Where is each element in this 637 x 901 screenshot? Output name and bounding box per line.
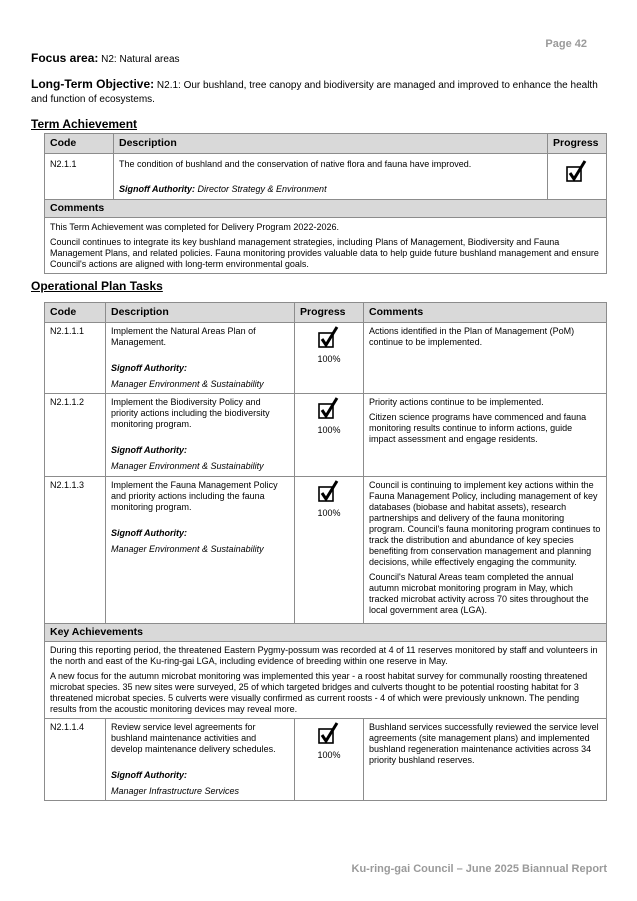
- task-code: N2.1.1.3: [45, 477, 106, 624]
- table-row: [45, 394, 607, 477]
- comment-paragraph: Council is continuing to implement key actions within the Fauna Management Policy, including management of key databases (biobase and habitat assets), research partnerships and delivery of the fauna monitoring program. Council's fauna monitoring program continues to track the distribution and abundance of key species benefiting from conservation management and planning decisions, while effectively engaging the community.: [369, 480, 601, 567]
- table-row: [45, 477, 607, 624]
- key-achievements-body: [45, 642, 607, 719]
- achievement-paragraph: A new focus for the autumn microbat monitoring was implemented this year - a roost habitat survey for communally roosting threatened microbat species. 35 new sites were surveyed, 25 of which targeted bridges and culverts thought to be potential roosting habitat for 3 threatened microbat species. 5 culverts were visually confirmed as current roosts - 4 of which were previously unknown. The pending results from the acoustic monitoring devices may reveal more.: [50, 671, 588, 714]
- signoff-label: Signoff Authority:: [119, 184, 195, 194]
- checkbox-checked-icon: [318, 326, 340, 353]
- lto-label: Long-Term Objective:: [31, 77, 155, 91]
- task-code: N2.1.1.1: [45, 323, 106, 394]
- task-description: [106, 394, 295, 477]
- task-progress: [295, 477, 364, 624]
- comment-paragraph: Council's Natural Areas team completed the annual autumn microbat monitoring program in May, which tracked microbat activity across 70 sites throughout the local government area (LGA).: [369, 572, 589, 615]
- col-code: Code: [45, 134, 114, 154]
- col-progress: Progress: [548, 134, 607, 154]
- comments-body: [45, 218, 607, 274]
- operational-plan-heading: Operational Plan Tasks: [31, 279, 163, 293]
- progress-percent: 100%: [317, 750, 341, 760]
- checkbox-checked-icon: [318, 722, 340, 749]
- task-description-text: Implement the Biodiversity Policy and priority actions including the biodiversity monitoring program.: [111, 397, 270, 429]
- term-achievement-heading: Term Achievement: [31, 117, 138, 131]
- signoff-value: Manager Environment & Sustainability: [111, 461, 264, 471]
- comment-paragraph: Bushland services successfully reviewed the service level agreements (site management plans) and implemented bushland regeneration maintenance activities across 34 priority bushland reserves.: [369, 722, 599, 765]
- task-description-text: Review service level agreements for bushland maintenance activities and develop maintenance delivery schedules.: [111, 722, 276, 754]
- task-comments: [364, 477, 607, 624]
- comment-paragraph: Priority actions continue to be implemented.: [369, 397, 544, 407]
- task-comments: [364, 719, 607, 801]
- col-code: Code: [45, 303, 106, 323]
- signoff-label: Signoff Authority:: [111, 528, 187, 538]
- signoff-value: Manager Environment & Sustainability: [111, 544, 264, 554]
- report-footer: Ku-ring-gai Council – June 2025 Biannual Report: [351, 863, 607, 875]
- checkbox-checked-icon: [566, 160, 588, 187]
- col-comments: Comments: [364, 303, 607, 323]
- row-code: N2.1.1: [45, 154, 114, 200]
- comment-paragraph: This Term Achievement was completed for Delivery Program 2022-2026.: [50, 222, 339, 232]
- table-row: [45, 719, 607, 801]
- comment-paragraph: Council continues to integrate its key bushland management strategies, including Plans of Management, Biodiversity and Fauna Management Plans, and related policies. Fauna monitoring provides valuable data to help guide future bushland management and ensure Council's actions are aligned with long-term environmental goals.: [50, 237, 599, 269]
- col-progress: Progress: [295, 303, 364, 323]
- row-description: [114, 154, 548, 200]
- task-description: [106, 323, 295, 394]
- task-code: N2.1.1.2: [45, 394, 106, 477]
- checkbox-checked-icon: [318, 397, 340, 424]
- comment-paragraph: Actions identified in the Plan of Management (PoM) continue to be implemented.: [369, 326, 575, 347]
- lto-text: Our bushland, tree canopy and biodiversity are managed and improved to enhance the health and function of ecosystems.: [31, 80, 598, 105]
- progress-percent: 100%: [317, 425, 341, 435]
- progress-percent: 100%: [317, 508, 341, 518]
- task-progress: [295, 394, 364, 477]
- achievement-paragraph: During this reporting period, the threatened Eastern Pygmy-possum was recorded at 4 of 11 reserves monitored by staff and volunteers in the north and east of the Ku-ring-gai LGA, including evidence of breeding within one reserve in May.: [50, 645, 598, 666]
- row-description-text: The condition of bushland and the conservation of native flora and fauna have improved.: [119, 159, 472, 169]
- focus-area: [31, 51, 180, 65]
- task-progress: [295, 323, 364, 394]
- long-term-objective: [31, 77, 611, 107]
- comment-paragraph: Citizen science programs have commenced and fauna monitoring results continue to inform actions, guide impact assessment and engage residents.: [369, 412, 587, 444]
- col-description: Description: [114, 134, 548, 154]
- row-progress: [548, 154, 607, 200]
- progress-percent: 100%: [317, 354, 341, 364]
- task-description: [106, 719, 295, 801]
- signoff-label: Signoff Authority:: [111, 770, 187, 780]
- signoff-label: Signoff Authority:: [111, 363, 187, 373]
- operational-plan-table: [44, 302, 607, 801]
- col-description: Description: [106, 303, 295, 323]
- lto-code: N2.1:: [156, 80, 181, 91]
- signoff-label: Signoff Authority:: [111, 445, 187, 455]
- signoff-value: Manager Infrastructure Services: [111, 786, 240, 796]
- signoff-value: Manager Environment & Sustainability: [111, 379, 264, 389]
- task-comments: [364, 394, 607, 477]
- task-progress: [295, 719, 364, 801]
- task-description-text: Implement the Fauna Management Policy and priority actions including the fauna monitoring program.: [111, 480, 278, 512]
- task-description-text: Implement the Natural Areas Plan of Management.: [111, 326, 256, 347]
- comments-heading: Comments: [45, 200, 607, 218]
- page-number: Page 42: [545, 38, 587, 50]
- task-code: N2.1.1.4: [45, 719, 106, 801]
- key-achievements-heading: Key Achievements: [45, 624, 607, 642]
- signoff: [119, 184, 542, 195]
- checkbox-checked-icon: [318, 480, 340, 507]
- focus-area-value: N2: Natural areas: [101, 54, 180, 65]
- table-row: [45, 154, 607, 200]
- signoff-value: Director Strategy & Environment: [197, 184, 327, 194]
- table-row: [45, 323, 607, 394]
- task-comments: [364, 323, 607, 394]
- task-description: [106, 477, 295, 624]
- term-achievement-table: [44, 133, 607, 274]
- focus-area-label: Focus area:: [31, 51, 99, 65]
